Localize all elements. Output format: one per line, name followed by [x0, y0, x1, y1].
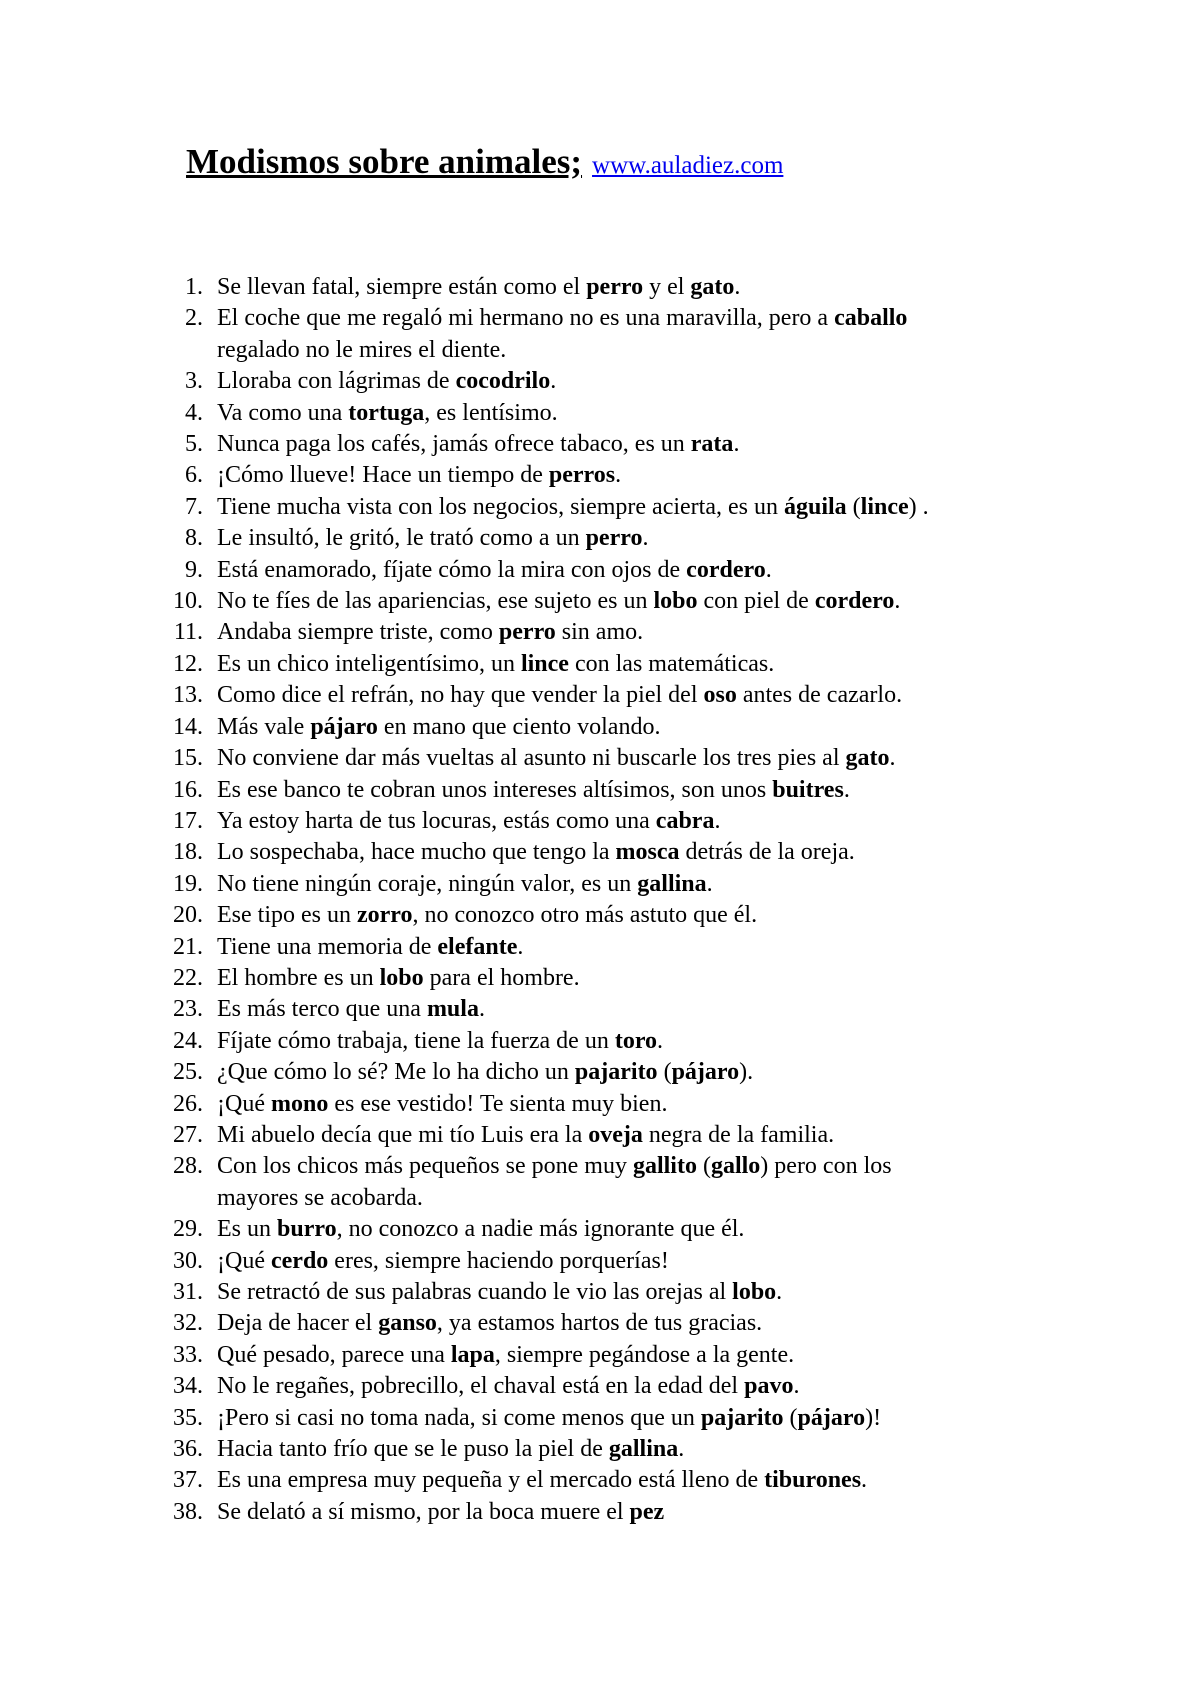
text-segment: . — [706, 870, 713, 897]
list-item-number: 9. — [185, 556, 203, 583]
animal-keyword: oveja — [588, 1121, 643, 1148]
text-segment: regalado no le mires el diente. — [217, 336, 507, 363]
list-item-number: 27. — [173, 1121, 203, 1148]
list-item-text — [217, 1214, 1070, 1245]
text-segment: detrás de la oreja. — [679, 839, 855, 866]
list-item-text — [217, 1151, 1070, 1214]
list-item-text — [217, 586, 1070, 617]
list-item-number: 33. — [173, 1341, 203, 1368]
list-item-text — [217, 775, 1070, 806]
text-segment: antes de cazarlo. — [736, 682, 903, 709]
text-segment: . — [642, 525, 649, 552]
list-item-number: 31. — [173, 1279, 203, 1305]
list-item-text — [217, 1308, 1070, 1339]
text-segment: Se delató a sí mismo, por la boca muere el — [217, 1498, 630, 1525]
text-segment: . — [894, 588, 901, 615]
list-item-number: 12. — [173, 650, 203, 677]
list-item-number: 10. — [173, 588, 203, 615]
list-item-text — [217, 994, 1070, 1025]
text-segment: , no conozco otro más astuto que él. — [412, 902, 758, 929]
list-item-number: 35. — [173, 1404, 203, 1431]
animal-keyword: mono — [270, 1090, 329, 1117]
list-item-text — [217, 1497, 1070, 1528]
list-item-number: 11. — [173, 619, 203, 646]
animal-keyword: lince — [520, 650, 569, 677]
list-item-text — [217, 806, 1070, 837]
list-item-text — [217, 1120, 1070, 1151]
list-item-number: 21. — [173, 933, 203, 960]
list-item-number: 5. — [185, 431, 203, 458]
animal-keyword: cordero — [814, 588, 895, 615]
animal-keyword: cerdo — [270, 1247, 329, 1274]
list-item — [0, 1089, 1200, 1120]
animal-keyword: burro — [277, 1216, 337, 1243]
list-item-number: 38. — [173, 1498, 203, 1525]
list-item-number: 37. — [173, 1467, 203, 1494]
list-item-text — [217, 680, 1070, 711]
list-item-number: 17. — [173, 807, 203, 834]
list-item-number: 3. — [185, 368, 203, 395]
text-segment: Ese tipo es un — [217, 902, 357, 929]
animal-keyword: cocodrilo — [455, 368, 551, 395]
text-segment: , no conozco a nadie más ignorante que él. — [336, 1216, 745, 1243]
animal-keyword: buitres — [772, 776, 844, 803]
text-segment: . — [657, 1027, 664, 1054]
text-segment: ( — [846, 493, 861, 520]
text-segment: ( — [657, 1059, 672, 1086]
animal-keyword: ganso — [378, 1310, 437, 1337]
text-segment: Va como una — [217, 399, 349, 426]
list-item-number: 30. — [173, 1247, 203, 1274]
list-item — [0, 1403, 1200, 1434]
list-item-text — [217, 837, 1070, 868]
title-line — [186, 142, 783, 182]
list-item — [0, 398, 1200, 429]
text-segment: para el hombre. — [423, 964, 580, 991]
animal-keyword: caballo — [834, 305, 908, 332]
text-segment: mayores se acobarda. — [217, 1184, 423, 1211]
text-segment: . — [678, 1436, 685, 1463]
text-segment: Es ese banco te cobran unos intereses altísimos, son unos — [217, 776, 773, 803]
text-segment: es ese vestido! Te sienta muy bien. — [328, 1090, 668, 1117]
list-item — [0, 932, 1200, 963]
list-item-number: 32. — [173, 1310, 203, 1337]
text-segment: en mano que ciento volando. — [377, 713, 661, 740]
animal-keyword: perro — [498, 619, 556, 646]
animal-keyword: tortuga — [348, 399, 425, 426]
text-segment: ) . — [908, 493, 929, 520]
text-segment: . — [765, 556, 772, 583]
animal-keyword: pavo — [744, 1373, 794, 1400]
animal-keyword: zorro — [356, 902, 413, 929]
text-segment: Es más terco que una — [217, 996, 427, 1023]
list-item-number: 1. — [185, 274, 203, 300]
text-segment: Está enamorado, fíjate cómo la mira con ojos de — [217, 556, 687, 583]
text-segment: Nunca paga los cafés, jamás ofrece tabaco, es un — [217, 431, 691, 458]
text-segment: . — [889, 745, 896, 772]
list-item-number: 36. — [173, 1436, 203, 1463]
list-item — [0, 1246, 1200, 1277]
list-item — [0, 460, 1200, 491]
animal-keyword: cordero — [686, 556, 766, 583]
text-segment: No tiene ningún coraje, ningún valor, es un — [217, 870, 638, 897]
animal-keyword: pájaro — [671, 1059, 740, 1086]
list-item-text — [217, 1434, 1070, 1465]
text-segment: No conviene dar más vueltas al asunto ni buscarle los tres pies al — [217, 745, 846, 772]
animal-keyword: pájaro — [310, 713, 378, 740]
text-segment: No te fíes de las apariencias, ese sujeto es un — [217, 588, 654, 615]
list-item — [0, 1057, 1200, 1088]
text-segment: No le regañes, pobrecillo, el chaval está en la edad del — [217, 1373, 745, 1400]
animal-keyword: gallina — [608, 1436, 679, 1463]
list-item-text — [217, 1340, 1070, 1371]
text-segment: Tiene mucha vista con los negocios, siempre acierta, es un — [217, 493, 784, 520]
list-item — [0, 1465, 1200, 1496]
list-item-number: 4. — [185, 399, 203, 426]
list-item-text — [217, 492, 1070, 523]
list-item-text — [217, 869, 1070, 900]
list-item — [0, 1434, 1200, 1465]
list-item-number: 34. — [173, 1373, 203, 1400]
list-item-text — [217, 398, 1070, 429]
text-segment: ). — [739, 1059, 754, 1086]
text-segment: Andaba siempre triste, como — [217, 619, 499, 646]
list-item — [0, 1308, 1200, 1339]
list-item — [0, 900, 1200, 931]
animal-keyword: lince — [860, 493, 909, 520]
list-item-number: 19. — [173, 870, 203, 897]
list-item-number: 22. — [173, 964, 203, 991]
list-item-text — [217, 617, 1070, 648]
text-segment: ¡Pero si casi no toma nada, si come menos que un — [217, 1404, 701, 1431]
text-segment: con las matemáticas. — [568, 650, 775, 677]
text-segment: Qué pesado, parece una — [217, 1341, 451, 1368]
list-item-text — [217, 932, 1070, 963]
list-item — [0, 1151, 1200, 1214]
list-item-number: 28. — [173, 1153, 203, 1180]
list-item-text — [217, 1246, 1070, 1277]
list-item — [0, 523, 1200, 554]
list-item — [0, 743, 1200, 774]
animal-keyword: gato — [845, 745, 890, 772]
text-segment: sin amo. — [555, 619, 644, 646]
text-segment: Es un chico inteligentísimo, un — [217, 650, 521, 677]
animal-keyword: lapa — [450, 1341, 495, 1368]
list-item-number: 14. — [173, 713, 203, 740]
idiom-list — [0, 272, 1200, 1528]
animal-keyword: águila — [783, 493, 847, 520]
text-segment: El coche que me regaló mi hermano no es una maravilla, pero a — [217, 305, 835, 332]
list-item — [0, 837, 1200, 868]
list-item — [0, 712, 1200, 743]
text-segment: . — [843, 776, 850, 803]
website-link[interactable]: www.auladiez.com — [592, 152, 784, 179]
list-item-text — [217, 1026, 1070, 1057]
list-item — [0, 963, 1200, 994]
text-segment: Más vale — [217, 713, 311, 740]
list-item-text — [217, 712, 1070, 743]
list-item — [0, 617, 1200, 648]
text-segment: . — [734, 274, 741, 300]
list-item-text — [217, 1277, 1070, 1308]
list-item-text — [217, 743, 1070, 774]
animal-keyword: cabra — [655, 807, 715, 834]
list-item-number: 20. — [173, 902, 203, 929]
list-item-text — [217, 1089, 1070, 1120]
page-title: Modismos sobre animales; — [186, 142, 583, 181]
animal-keyword: mula — [426, 996, 479, 1023]
list-item-number: 15. — [173, 745, 203, 772]
list-item — [0, 680, 1200, 711]
list-item-number: 23. — [173, 996, 203, 1023]
text-segment: ¡Qué — [217, 1247, 271, 1274]
text-segment: Tiene una memoria de — [217, 933, 438, 960]
text-segment: . — [776, 1279, 783, 1305]
list-item — [0, 492, 1200, 523]
animal-keyword: tiburones — [764, 1467, 862, 1494]
text-segment: . — [861, 1467, 868, 1494]
text-segment: Lloraba con lágrimas de — [217, 368, 456, 395]
list-item — [0, 555, 1200, 586]
animal-keyword: elefante — [437, 933, 518, 960]
animal-keyword: perro — [586, 274, 644, 300]
animal-keyword: oso — [703, 682, 737, 709]
text-segment: , es lentísimo. — [424, 399, 558, 426]
animal-keyword: gallo — [710, 1153, 761, 1180]
animal-keyword: pez — [629, 1498, 665, 1525]
list-item-number: 16. — [173, 776, 203, 803]
list-item-text — [217, 555, 1070, 586]
list-item — [0, 1277, 1200, 1308]
list-item-text — [217, 523, 1070, 554]
text-segment: ¡Cómo llueve! Hace un tiempo de — [217, 462, 549, 489]
animal-keyword: pajarito — [700, 1404, 784, 1431]
list-item-text — [217, 272, 1070, 303]
text-segment: eres, siempre haciendo porquerías! — [328, 1247, 669, 1274]
animal-keyword: gallina — [637, 870, 707, 897]
list-item — [0, 1371, 1200, 1402]
list-item — [0, 1026, 1200, 1057]
list-item-text — [217, 366, 1070, 397]
list-item — [0, 1214, 1200, 1245]
animal-keyword: toro — [614, 1027, 658, 1054]
list-item-text — [217, 1465, 1070, 1496]
list-item — [0, 586, 1200, 617]
animal-keyword: mosca — [615, 839, 680, 866]
text-segment: y el — [643, 274, 691, 300]
text-segment: . — [733, 431, 740, 458]
animal-keyword: rata — [690, 431, 734, 458]
text-segment: . — [478, 996, 485, 1023]
animal-keyword: lobo — [379, 964, 424, 991]
list-item-text — [217, 649, 1070, 680]
list-item-number: 18. — [173, 839, 203, 866]
text-segment: . — [793, 1373, 800, 1400]
list-item-number: 2. — [185, 305, 203, 332]
text-segment: Se retractó de sus palabras cuando le vio las orejas al — [217, 1279, 733, 1305]
list-item — [0, 429, 1200, 460]
list-item — [0, 303, 1200, 366]
text-segment: Ya estoy harta de tus locuras, estás como una — [217, 807, 656, 834]
text-segment: . — [615, 462, 622, 489]
text-segment: Con los chicos más pequeños se pone muy — [217, 1153, 633, 1180]
animal-keyword: pajarito — [574, 1059, 658, 1086]
list-item — [0, 775, 1200, 806]
text-segment: , siempre pegándose a la gente. — [494, 1341, 795, 1368]
text-segment: El hombre es un — [217, 964, 380, 991]
list-item-number: 8. — [185, 525, 203, 552]
text-segment: ( — [696, 1153, 711, 1180]
list-item — [0, 272, 1200, 303]
animal-keyword: perro — [585, 525, 643, 552]
list-item — [0, 1497, 1200, 1528]
text-segment: ( — [783, 1404, 798, 1431]
text-segment: )! — [865, 1404, 882, 1431]
animal-keyword: lobo — [732, 1279, 777, 1305]
text-segment: . — [714, 807, 721, 834]
text-segment: Se llevan fatal, siempre están como el — [217, 274, 587, 300]
list-item — [0, 649, 1200, 680]
list-item — [0, 366, 1200, 397]
list-item-number: 29. — [173, 1216, 203, 1243]
text-segment: ) pero con los — [760, 1153, 892, 1180]
list-item-text — [217, 900, 1070, 931]
list-item-number: 13. — [173, 682, 203, 709]
list-item — [0, 1340, 1200, 1371]
text-segment: Lo sospechaba, hace mucho que tengo la — [217, 839, 616, 866]
list-item — [0, 869, 1200, 900]
text-segment: Le insultó, le gritó, le trató como a un — [217, 525, 586, 552]
text-segment: Fíjate cómo trabaja, tiene la fuerza de un — [217, 1027, 615, 1054]
list-item-number: 24. — [173, 1027, 203, 1054]
text-segment: . — [550, 368, 557, 395]
list-item — [0, 806, 1200, 837]
list-item-text — [217, 429, 1070, 460]
list-item-text — [217, 303, 1070, 366]
list-item-text — [217, 1371, 1070, 1402]
text-segment: Como dice el refrán, no hay que vender la piel del — [217, 682, 704, 709]
animal-keyword: pájaro — [797, 1404, 866, 1431]
list-item-number: 6. — [185, 462, 203, 489]
text-segment: . — [517, 933, 524, 960]
list-item-text — [217, 460, 1070, 491]
list-item-number: 25. — [173, 1059, 203, 1086]
animal-keyword: perros — [548, 462, 616, 489]
text-segment: , ya estamos hartos de tus gracias. — [436, 1310, 763, 1337]
list-item-text — [217, 963, 1070, 994]
text-segment: ¿Que cómo lo sé? Me lo ha dicho un — [217, 1059, 575, 1086]
text-segment: Mi abuelo decía que mi tío Luis era la — [217, 1121, 589, 1148]
text-segment: ¡Qué — [217, 1090, 271, 1117]
animal-keyword: gallito — [632, 1153, 697, 1180]
text-segment: con piel de — [697, 588, 815, 615]
text-segment: Hacia tanto frío que se le puso la piel de — [217, 1436, 609, 1463]
text-segment: Deja de hacer el — [217, 1310, 379, 1337]
list-item-number: 26. — [173, 1090, 203, 1117]
text-segment: Es un — [217, 1216, 277, 1243]
list-item — [0, 994, 1200, 1025]
animal-keyword: lobo — [653, 588, 698, 615]
list-item — [0, 1120, 1200, 1151]
animal-keyword: gato — [690, 274, 735, 300]
list-item-text — [217, 1057, 1070, 1088]
text-segment: Es una empresa muy pequeña y el mercado está lleno de — [217, 1467, 765, 1494]
list-item-number: 7. — [185, 493, 203, 520]
text-segment: negra de la familia. — [642, 1121, 835, 1148]
list-item-text — [217, 1403, 1070, 1434]
